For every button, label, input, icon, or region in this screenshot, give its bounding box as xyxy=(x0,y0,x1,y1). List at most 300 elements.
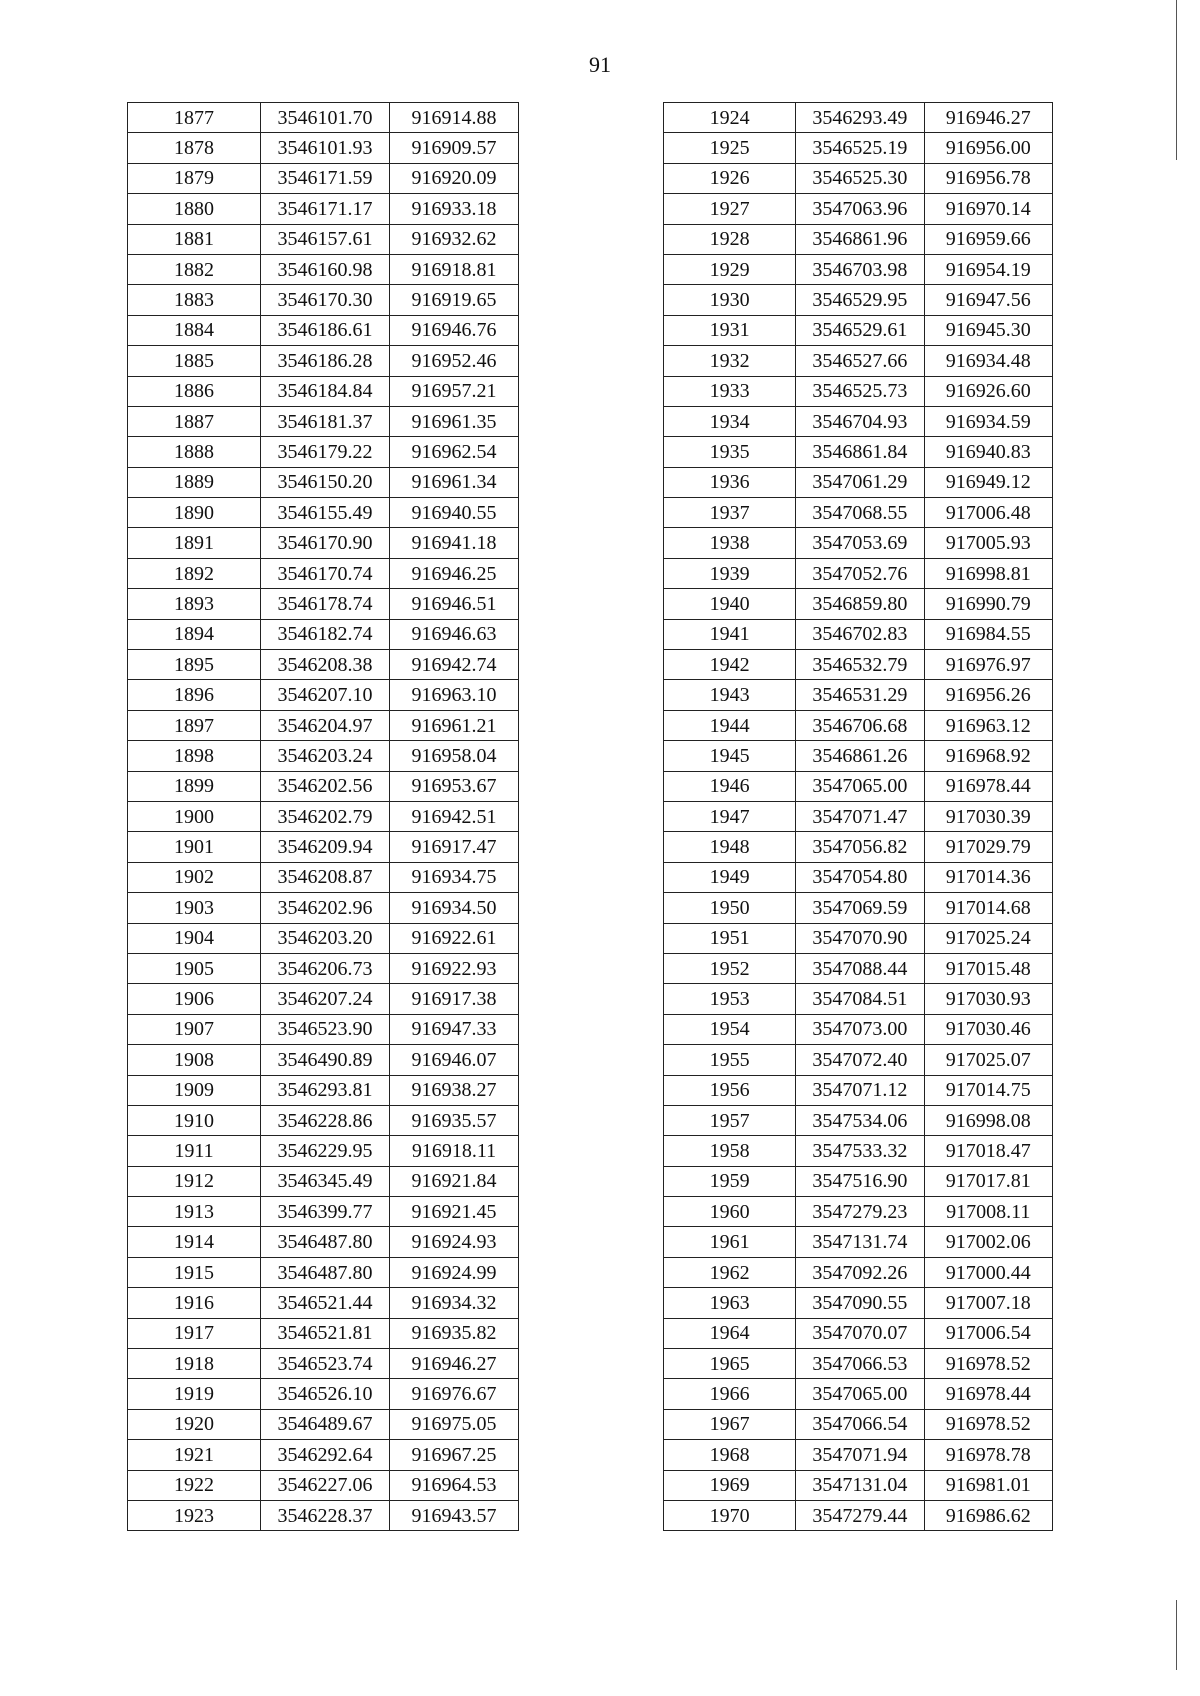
x-coordinate-cell: 3547084.51 xyxy=(796,984,924,1014)
y-coordinate-cell: 916978.78 xyxy=(924,1440,1052,1470)
x-coordinate-cell: 3546532.79 xyxy=(796,650,924,680)
x-coordinate-cell: 3546861.26 xyxy=(796,741,924,771)
x-coordinate-cell: 3547061.29 xyxy=(796,467,924,497)
y-coordinate-cell: 916922.93 xyxy=(389,953,518,983)
x-coordinate-cell: 3546207.24 xyxy=(260,984,389,1014)
x-coordinate-cell: 3546399.77 xyxy=(260,1197,389,1227)
table-row xyxy=(664,558,1053,588)
page-edge-line xyxy=(1176,0,1177,160)
point-number-cell: 1940 xyxy=(664,589,796,619)
point-number-cell: 1943 xyxy=(664,680,796,710)
table-row xyxy=(664,254,1053,284)
point-number-cell: 1932 xyxy=(664,346,796,376)
y-coordinate-cell: 916967.25 xyxy=(389,1440,518,1470)
point-number-cell: 1967 xyxy=(664,1409,796,1439)
table-row xyxy=(664,1440,1053,1470)
y-coordinate-cell: 917005.93 xyxy=(924,528,1052,558)
table-row xyxy=(128,953,519,983)
point-number-cell: 1916 xyxy=(128,1288,261,1318)
table-row xyxy=(664,650,1053,680)
point-number-cell: 1933 xyxy=(664,376,796,406)
point-number-cell: 1887 xyxy=(128,406,261,436)
y-coordinate-cell: 916978.44 xyxy=(924,1379,1052,1409)
point-number-cell: 1892 xyxy=(128,558,261,588)
point-number-cell: 1881 xyxy=(128,224,261,254)
point-number-cell: 1959 xyxy=(664,1166,796,1196)
y-coordinate-cell: 916956.00 xyxy=(924,133,1052,163)
table-row xyxy=(664,315,1053,345)
y-coordinate-cell: 917025.24 xyxy=(924,923,1052,953)
y-coordinate-cell: 916976.97 xyxy=(924,650,1052,680)
table-row xyxy=(664,467,1053,497)
table-row xyxy=(664,680,1053,710)
x-coordinate-cell: 3546101.70 xyxy=(260,103,389,133)
y-coordinate-cell: 916946.25 xyxy=(389,558,518,588)
x-coordinate-cell: 3546293.81 xyxy=(260,1075,389,1105)
y-coordinate-cell: 916926.60 xyxy=(924,376,1052,406)
coordinate-table-left xyxy=(127,102,519,1531)
y-coordinate-cell: 916917.38 xyxy=(389,984,518,1014)
table-row xyxy=(664,346,1053,376)
y-coordinate-cell: 916953.67 xyxy=(389,771,518,801)
x-coordinate-cell: 3547279.23 xyxy=(796,1197,924,1227)
table-row xyxy=(664,832,1053,862)
table-row xyxy=(128,1349,519,1379)
y-coordinate-cell: 916919.65 xyxy=(389,285,518,315)
table-row xyxy=(128,437,519,467)
x-coordinate-cell: 3546171.59 xyxy=(260,163,389,193)
point-number-cell: 1906 xyxy=(128,984,261,1014)
y-coordinate-cell: 916962.54 xyxy=(389,437,518,467)
x-coordinate-cell: 3547052.76 xyxy=(796,558,924,588)
y-coordinate-cell: 916942.74 xyxy=(389,650,518,680)
table-row xyxy=(128,1166,519,1196)
y-coordinate-cell: 916938.27 xyxy=(389,1075,518,1105)
point-number-cell: 1950 xyxy=(664,893,796,923)
y-coordinate-cell: 916956.26 xyxy=(924,680,1052,710)
point-number-cell: 1882 xyxy=(128,254,261,284)
page-edge-line xyxy=(1176,1600,1177,1670)
table-row xyxy=(128,1105,519,1135)
x-coordinate-cell: 3547065.00 xyxy=(796,1379,924,1409)
table-row xyxy=(128,589,519,619)
y-coordinate-cell: 916981.01 xyxy=(924,1470,1052,1500)
y-coordinate-cell: 916978.52 xyxy=(924,1409,1052,1439)
table-row xyxy=(128,498,519,528)
y-coordinate-cell: 916946.51 xyxy=(389,589,518,619)
x-coordinate-cell: 3546525.30 xyxy=(796,163,924,193)
y-coordinate-cell: 916978.52 xyxy=(924,1349,1052,1379)
y-coordinate-cell: 916914.88 xyxy=(389,103,518,133)
point-number-cell: 1918 xyxy=(128,1349,261,1379)
point-number-cell: 1965 xyxy=(664,1349,796,1379)
table-row xyxy=(664,589,1053,619)
x-coordinate-cell: 3546208.87 xyxy=(260,862,389,892)
x-coordinate-cell: 3546521.44 xyxy=(260,1288,389,1318)
y-coordinate-cell: 917030.39 xyxy=(924,801,1052,831)
point-number-cell: 1888 xyxy=(128,437,261,467)
point-number-cell: 1957 xyxy=(664,1105,796,1135)
table-row xyxy=(128,801,519,831)
x-coordinate-cell: 3546861.84 xyxy=(796,437,924,467)
x-coordinate-cell: 3546227.06 xyxy=(260,1470,389,1500)
table-row xyxy=(128,680,519,710)
table-row xyxy=(128,923,519,953)
y-coordinate-cell: 916956.78 xyxy=(924,163,1052,193)
table-row xyxy=(128,194,519,224)
point-number-cell: 1938 xyxy=(664,528,796,558)
y-coordinate-cell: 916961.35 xyxy=(389,406,518,436)
x-coordinate-cell: 3547131.04 xyxy=(796,1470,924,1500)
y-coordinate-cell: 916918.11 xyxy=(389,1136,518,1166)
y-coordinate-cell: 916968.92 xyxy=(924,741,1052,771)
point-number-cell: 1937 xyxy=(664,498,796,528)
x-coordinate-cell: 3546203.20 xyxy=(260,923,389,953)
point-number-cell: 1946 xyxy=(664,771,796,801)
x-coordinate-cell: 3546202.79 xyxy=(260,801,389,831)
x-coordinate-cell: 3547070.07 xyxy=(796,1318,924,1348)
y-coordinate-cell: 916942.51 xyxy=(389,801,518,831)
x-coordinate-cell: 3546184.84 xyxy=(260,376,389,406)
table-row xyxy=(128,893,519,923)
point-number-cell: 1903 xyxy=(128,893,261,923)
y-coordinate-cell: 916917.47 xyxy=(389,832,518,862)
table-row xyxy=(664,1257,1053,1287)
point-number-cell: 1963 xyxy=(664,1288,796,1318)
y-coordinate-cell: 916924.99 xyxy=(389,1257,518,1287)
table-row xyxy=(128,1197,519,1227)
point-number-cell: 1939 xyxy=(664,558,796,588)
point-number-cell: 1926 xyxy=(664,163,796,193)
x-coordinate-cell: 3547072.40 xyxy=(796,1045,924,1075)
y-coordinate-cell: 916932.62 xyxy=(389,224,518,254)
x-coordinate-cell: 3546525.73 xyxy=(796,376,924,406)
y-coordinate-cell: 917029.79 xyxy=(924,832,1052,862)
table-row xyxy=(664,953,1053,983)
point-number-cell: 1944 xyxy=(664,710,796,740)
table-row xyxy=(128,710,519,740)
table-row xyxy=(128,1440,519,1470)
y-coordinate-cell: 916921.45 xyxy=(389,1197,518,1227)
table-row xyxy=(664,923,1053,953)
table-row xyxy=(664,224,1053,254)
point-number-cell: 1961 xyxy=(664,1227,796,1257)
table-row xyxy=(664,1045,1053,1075)
x-coordinate-cell: 3546702.83 xyxy=(796,619,924,649)
point-number-cell: 1927 xyxy=(664,194,796,224)
y-coordinate-cell: 916934.32 xyxy=(389,1288,518,1318)
point-number-cell: 1966 xyxy=(664,1379,796,1409)
point-number-cell: 1877 xyxy=(128,103,261,133)
table-row xyxy=(664,1166,1053,1196)
x-coordinate-cell: 3546229.95 xyxy=(260,1136,389,1166)
point-number-cell: 1915 xyxy=(128,1257,261,1287)
y-coordinate-cell: 916924.93 xyxy=(389,1227,518,1257)
y-coordinate-cell: 917008.11 xyxy=(924,1197,1052,1227)
table-row xyxy=(128,376,519,406)
table-row xyxy=(664,1105,1053,1135)
point-number-cell: 1878 xyxy=(128,133,261,163)
x-coordinate-cell: 3546527.66 xyxy=(796,346,924,376)
point-number-cell: 1901 xyxy=(128,832,261,862)
y-coordinate-cell: 916961.34 xyxy=(389,467,518,497)
table-row xyxy=(664,619,1053,649)
x-coordinate-cell: 3547068.55 xyxy=(796,498,924,528)
point-number-cell: 1962 xyxy=(664,1257,796,1287)
table-row xyxy=(128,1500,519,1530)
y-coordinate-cell: 916963.12 xyxy=(924,710,1052,740)
table-row xyxy=(664,1014,1053,1044)
y-coordinate-cell: 916970.14 xyxy=(924,194,1052,224)
point-number-cell: 1964 xyxy=(664,1318,796,1348)
table-row xyxy=(128,528,519,558)
point-number-cell: 1889 xyxy=(128,467,261,497)
table-row xyxy=(664,984,1053,1014)
y-coordinate-cell: 916998.08 xyxy=(924,1105,1052,1135)
x-coordinate-cell: 3547131.74 xyxy=(796,1227,924,1257)
x-coordinate-cell: 3546101.93 xyxy=(260,133,389,163)
y-coordinate-cell: 916963.10 xyxy=(389,680,518,710)
table-row xyxy=(128,1014,519,1044)
x-coordinate-cell: 3546531.29 xyxy=(796,680,924,710)
point-number-cell: 1919 xyxy=(128,1379,261,1409)
x-coordinate-cell: 3547088.44 xyxy=(796,953,924,983)
table-row xyxy=(664,1075,1053,1105)
y-coordinate-cell: 917014.75 xyxy=(924,1075,1052,1105)
table-row xyxy=(664,1470,1053,1500)
point-number-cell: 1883 xyxy=(128,285,261,315)
x-coordinate-cell: 3546202.96 xyxy=(260,893,389,923)
table-row xyxy=(664,893,1053,923)
x-coordinate-cell: 3546703.98 xyxy=(796,254,924,284)
point-number-cell: 1928 xyxy=(664,224,796,254)
y-coordinate-cell: 916940.83 xyxy=(924,437,1052,467)
x-coordinate-cell: 3546521.81 xyxy=(260,1318,389,1348)
y-coordinate-cell: 917006.48 xyxy=(924,498,1052,528)
x-coordinate-cell: 3547070.90 xyxy=(796,923,924,953)
y-coordinate-cell: 916958.04 xyxy=(389,741,518,771)
table-row xyxy=(128,1257,519,1287)
table-row xyxy=(128,984,519,1014)
x-coordinate-cell: 3547516.90 xyxy=(796,1166,924,1196)
point-number-cell: 1952 xyxy=(664,953,796,983)
y-coordinate-cell: 917006.54 xyxy=(924,1318,1052,1348)
x-coordinate-cell: 3546529.61 xyxy=(796,315,924,345)
table-row xyxy=(128,1227,519,1257)
point-number-cell: 1949 xyxy=(664,862,796,892)
point-number-cell: 1885 xyxy=(128,346,261,376)
y-coordinate-cell: 917014.36 xyxy=(924,862,1052,892)
x-coordinate-cell: 3546186.61 xyxy=(260,315,389,345)
x-coordinate-cell: 3546861.96 xyxy=(796,224,924,254)
x-coordinate-cell: 3546293.49 xyxy=(796,103,924,133)
y-coordinate-cell: 917025.07 xyxy=(924,1045,1052,1075)
table-row xyxy=(664,285,1053,315)
point-number-cell: 1958 xyxy=(664,1136,796,1166)
table-row xyxy=(128,224,519,254)
y-coordinate-cell: 917018.47 xyxy=(924,1136,1052,1166)
y-coordinate-cell: 916918.81 xyxy=(389,254,518,284)
x-coordinate-cell: 3546487.80 xyxy=(260,1257,389,1287)
point-number-cell: 1941 xyxy=(664,619,796,649)
x-coordinate-cell: 3546292.64 xyxy=(260,1440,389,1470)
table-row xyxy=(128,650,519,680)
y-coordinate-cell: 916947.56 xyxy=(924,285,1052,315)
x-coordinate-cell: 3546182.74 xyxy=(260,619,389,649)
table-row xyxy=(128,133,519,163)
x-coordinate-cell: 3546170.30 xyxy=(260,285,389,315)
table-row xyxy=(664,801,1053,831)
x-coordinate-cell: 3546170.74 xyxy=(260,558,389,588)
x-coordinate-cell: 3546704.93 xyxy=(796,406,924,436)
x-coordinate-cell: 3546186.28 xyxy=(260,346,389,376)
y-coordinate-cell: 916940.55 xyxy=(389,498,518,528)
x-coordinate-cell: 3547071.12 xyxy=(796,1075,924,1105)
point-number-cell: 1899 xyxy=(128,771,261,801)
x-coordinate-cell: 3547071.47 xyxy=(796,801,924,831)
table-row xyxy=(128,741,519,771)
x-coordinate-cell: 3547053.69 xyxy=(796,528,924,558)
coordinate-table-right xyxy=(663,102,1053,1531)
table-row xyxy=(664,1500,1053,1530)
table-row xyxy=(664,194,1053,224)
point-number-cell: 1934 xyxy=(664,406,796,436)
point-number-cell: 1920 xyxy=(128,1409,261,1439)
point-number-cell: 1911 xyxy=(128,1136,261,1166)
y-coordinate-cell: 917002.06 xyxy=(924,1227,1052,1257)
point-number-cell: 1917 xyxy=(128,1318,261,1348)
x-coordinate-cell: 3546160.98 xyxy=(260,254,389,284)
table-row xyxy=(664,1136,1053,1166)
y-coordinate-cell: 917000.44 xyxy=(924,1257,1052,1287)
table-row xyxy=(664,376,1053,406)
x-coordinate-cell: 3546228.37 xyxy=(260,1500,389,1530)
y-coordinate-cell: 916946.76 xyxy=(389,315,518,345)
y-coordinate-cell: 916947.33 xyxy=(389,1014,518,1044)
x-coordinate-cell: 3547066.53 xyxy=(796,1349,924,1379)
x-coordinate-cell: 3546523.74 xyxy=(260,1349,389,1379)
y-coordinate-cell: 916934.50 xyxy=(389,893,518,923)
y-coordinate-cell: 917015.48 xyxy=(924,953,1052,983)
y-coordinate-cell: 916934.59 xyxy=(924,406,1052,436)
table-row xyxy=(664,437,1053,467)
x-coordinate-cell: 3546150.20 xyxy=(260,467,389,497)
point-number-cell: 1895 xyxy=(128,650,261,680)
point-number-cell: 1912 xyxy=(128,1166,261,1196)
point-number-cell: 1955 xyxy=(664,1045,796,1075)
y-coordinate-cell: 916921.84 xyxy=(389,1166,518,1196)
x-coordinate-cell: 3547073.00 xyxy=(796,1014,924,1044)
point-number-cell: 1909 xyxy=(128,1075,261,1105)
y-coordinate-cell: 917030.46 xyxy=(924,1014,1052,1044)
point-number-cell: 1960 xyxy=(664,1197,796,1227)
x-coordinate-cell: 3547071.94 xyxy=(796,1440,924,1470)
table-row xyxy=(128,1045,519,1075)
x-coordinate-cell: 3547534.06 xyxy=(796,1105,924,1135)
table-row xyxy=(664,1227,1053,1257)
point-number-cell: 1948 xyxy=(664,832,796,862)
table-row xyxy=(128,406,519,436)
x-coordinate-cell: 3546523.90 xyxy=(260,1014,389,1044)
y-coordinate-cell: 916935.57 xyxy=(389,1105,518,1135)
y-coordinate-cell: 916961.21 xyxy=(389,710,518,740)
y-coordinate-cell: 916920.09 xyxy=(389,163,518,193)
point-number-cell: 1929 xyxy=(664,254,796,284)
x-coordinate-cell: 3546345.49 xyxy=(260,1166,389,1196)
x-coordinate-cell: 3547069.59 xyxy=(796,893,924,923)
table-row xyxy=(664,1288,1053,1318)
x-coordinate-cell: 3547090.55 xyxy=(796,1288,924,1318)
y-coordinate-cell: 917007.18 xyxy=(924,1288,1052,1318)
x-coordinate-cell: 3547092.26 xyxy=(796,1257,924,1287)
table-row xyxy=(128,1470,519,1500)
point-number-cell: 1954 xyxy=(664,1014,796,1044)
point-number-cell: 1923 xyxy=(128,1500,261,1530)
table-row xyxy=(128,254,519,284)
y-coordinate-cell: 916949.12 xyxy=(924,467,1052,497)
x-coordinate-cell: 3546489.67 xyxy=(260,1409,389,1439)
point-number-cell: 1945 xyxy=(664,741,796,771)
x-coordinate-cell: 3546228.86 xyxy=(260,1105,389,1135)
y-coordinate-cell: 916998.81 xyxy=(924,558,1052,588)
y-coordinate-cell: 917017.81 xyxy=(924,1166,1052,1196)
x-coordinate-cell: 3547065.00 xyxy=(796,771,924,801)
table-row xyxy=(128,832,519,862)
table-row xyxy=(128,346,519,376)
point-number-cell: 1930 xyxy=(664,285,796,315)
table-row xyxy=(128,1379,519,1409)
y-coordinate-cell: 916986.62 xyxy=(924,1500,1052,1530)
x-coordinate-cell: 3546202.56 xyxy=(260,771,389,801)
point-number-cell: 1907 xyxy=(128,1014,261,1044)
x-coordinate-cell: 3546859.80 xyxy=(796,589,924,619)
point-number-cell: 1925 xyxy=(664,133,796,163)
x-coordinate-cell: 3546529.95 xyxy=(796,285,924,315)
table-row xyxy=(664,103,1053,133)
point-number-cell: 1914 xyxy=(128,1227,261,1257)
point-number-cell: 1947 xyxy=(664,801,796,831)
point-number-cell: 1896 xyxy=(128,680,261,710)
x-coordinate-cell: 3546203.24 xyxy=(260,741,389,771)
point-number-cell: 1898 xyxy=(128,741,261,771)
point-number-cell: 1884 xyxy=(128,315,261,345)
table-row xyxy=(128,1409,519,1439)
table-row xyxy=(664,133,1053,163)
table-row xyxy=(664,1197,1053,1227)
x-coordinate-cell: 3546490.89 xyxy=(260,1045,389,1075)
y-coordinate-cell: 916976.67 xyxy=(389,1379,518,1409)
x-coordinate-cell: 3546525.19 xyxy=(796,133,924,163)
point-number-cell: 1900 xyxy=(128,801,261,831)
x-coordinate-cell: 3547056.82 xyxy=(796,832,924,862)
point-number-cell: 1913 xyxy=(128,1197,261,1227)
y-coordinate-cell: 916945.30 xyxy=(924,315,1052,345)
table-row xyxy=(128,1318,519,1348)
table-row xyxy=(128,103,519,133)
x-coordinate-cell: 3546209.94 xyxy=(260,832,389,862)
x-coordinate-cell: 3546207.10 xyxy=(260,680,389,710)
table-row xyxy=(664,498,1053,528)
table-row xyxy=(664,771,1053,801)
table-row xyxy=(128,315,519,345)
y-coordinate-cell: 916934.75 xyxy=(389,862,518,892)
y-coordinate-cell: 916957.21 xyxy=(389,376,518,406)
table-row xyxy=(664,710,1053,740)
x-coordinate-cell: 3546171.17 xyxy=(260,194,389,224)
point-number-cell: 1904 xyxy=(128,923,261,953)
table-row xyxy=(664,163,1053,193)
point-number-cell: 1879 xyxy=(128,163,261,193)
